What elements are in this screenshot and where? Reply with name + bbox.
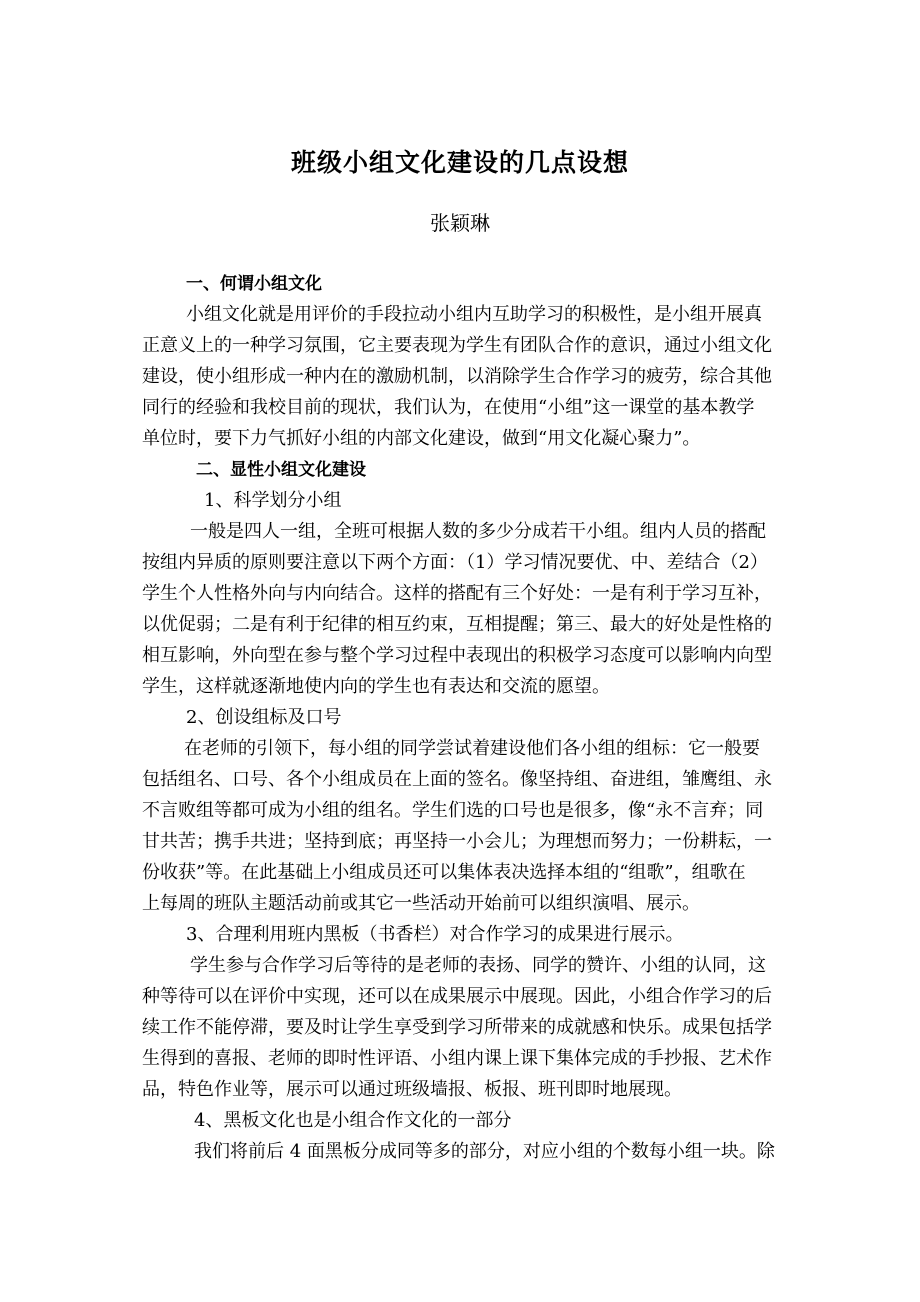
subheading: 2、创设组标及口号: [186, 707, 342, 728]
page-title: 班级小组文化建设的几点设想: [290, 148, 629, 177]
author-name: 张颖琳: [430, 211, 490, 235]
paragraph-line: 包括组名、口号、各个小组成员在上面的签名。像坚持组、奋进组，雏鹰组、永: [142, 769, 772, 790]
paragraph-line: 小组文化就是用评价的手段拉动小组内互助学习的积极性，是小组开展真: [186, 304, 762, 325]
paragraph-line: 种等待可以在评价中实现，还可以在成果展示中展现。因此，小组合作学习的后: [142, 986, 772, 1007]
subheading: 1、科学划分小组: [204, 490, 342, 511]
paragraph-line: 甘共苦；携手共进；坚持到底；再坚持一小会儿；为理想而努力；一份耕耘，一: [142, 831, 772, 852]
paragraph-line: 我们将前后 4 面黑板分成同等多的部分，对应小组的个数每小组一块。除: [194, 1141, 775, 1162]
paragraph-line: 生得到的喜报、老师的即时性评语、小组内课上课下集体完成的手抄报、艺术作: [142, 1048, 772, 1069]
paragraph-line: 品，特色作业等，展示可以通过班级墙报、板报、班刊即时地展现。: [142, 1079, 682, 1100]
paragraph-line: 一般是四人一组，全班可根据人数的多少分成若干小组。组内人员的搭配: [190, 521, 766, 542]
paragraph-line: 学生参与合作学习后等待的是老师的表扬、同学的赞许、小组的认同，这: [190, 955, 766, 976]
paragraph-line: 以优促弱；二是有利于纪律的相互约束，互相提醒；第三、最大的好处是性格的: [142, 614, 772, 635]
paragraph-line: 上每周的班队主题活动前或其它一些活动开始前可以组织演唱、展示。: [142, 893, 700, 914]
paragraph-line: 续工作不能停滞，要及时让学生享受到学习所带来的成就感和快乐。成果包括学: [142, 1017, 772, 1038]
paragraph-line: 在老师的引领下，每小组的同学尝试着建设他们各小组的组标：它一般要: [184, 738, 760, 759]
subheading: 4、黑板文化也是小组合作文化的一部分: [194, 1110, 512, 1131]
paragraph-line: 同行的经验和我校目前的现状，我们认为，在使用“小组”这一课堂的基本教学: [142, 397, 755, 418]
paragraph-line: 学生个人性格外向与内向结合。这样的搭配有三个好处：一是有利于学习互补，: [142, 583, 772, 604]
paragraph-line: 正意义上的一种学习氛围，它主要表现为学生有团队合作的意识，通过小组文化: [142, 335, 772, 356]
paragraph-line: 不言败组等都可成为小组的组名。学生们选的口号也是很多，像“永不言弃；同: [142, 800, 764, 821]
subheading: 3、合理利用班内黑板（书香栏）对合作学习的成果进行展示。: [186, 924, 684, 945]
paragraph-line: 单位时，要下力气抓好小组的内部文化建设，做到“用文化凝心聚力”。: [142, 428, 701, 449]
paragraph-line: 学生，这样就逐渐地使内向的学生也有表达和交流的愿望。: [142, 676, 610, 697]
section-heading-1: 一、何谓小组文化: [186, 274, 322, 294]
paragraph-line: 份收获”等。在此基础上小组成员还可以集体表决选择本组的“组歌”，组歌在: [142, 862, 746, 883]
paragraph-line: 建设，使小组形成一种内在的激励机制，以消除学生合作学习的疲劳，综合其他: [142, 366, 772, 387]
paragraph-line: 相互影响，外向型在参与整个学习过程中表现出的积极学习态度可以影响内向型: [142, 645, 772, 666]
section-heading-2: 二、显性小组文化建设: [196, 460, 366, 480]
paragraph-line: 按组内异质的原则要注意以下两个方面：（1）学习情况要优、中、差结合（2）: [142, 552, 768, 573]
